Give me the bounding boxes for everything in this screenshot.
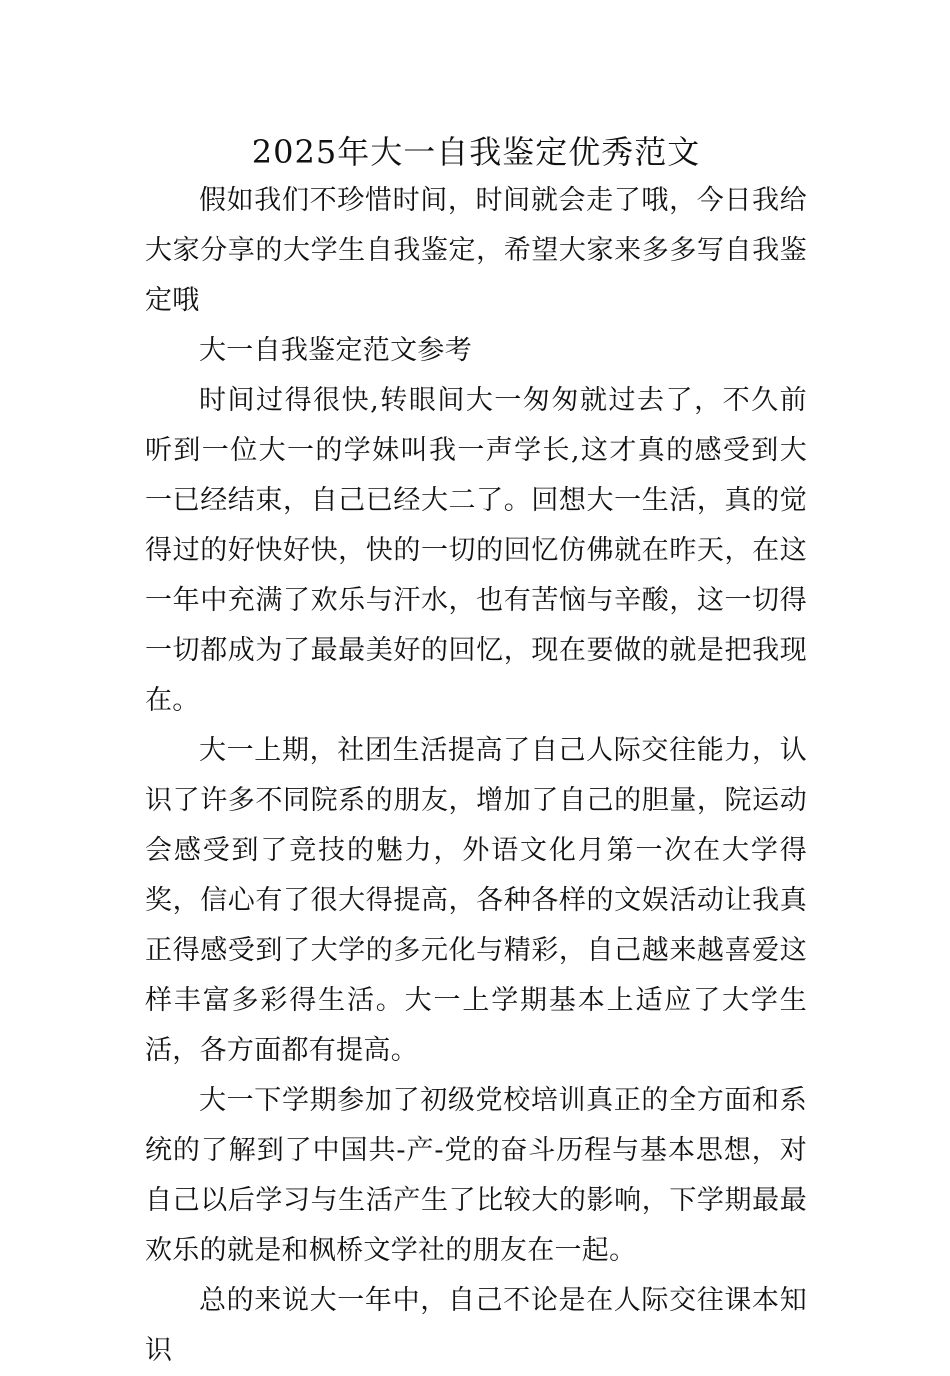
intro-paragraph: 假如我们不珍惜时间，时间就会走了哦，今日我给大家分享的大学生自我鉴定，希望大家来多多写自我鉴定哦 [145, 185, 807, 316]
document-page [145, 128, 807, 1376]
body-paragraph-2: 大一上期，社团生活提高了自己人际交往能力，认识了许多不同院系的朋友，增加了自己的胆量，院运动会感受到了竞技的魅力，外语文化月第一次在大学得奖，信心有了很大得提高，各种各样的文娱活动让我真正得感受到了大学的多元化与精彩，自己越来越喜爱这样丰富多彩得生活。大一上学期基本上适应了大学生活，各方面都有提高。 [145, 735, 807, 1066]
section-heading: 大一自我鉴定范文参考 [199, 335, 472, 366]
body-paragraph-1: 时间过得很快,转眼间大一匆匆就过去了，不久前听到一位大一的学妹叫我一声学长,这才真的感受到大一已经结束，自己已经大二了。回想大一生活，真的觉得过的好快好快，快的一切的回忆仿佛就在昨天，在这一年中充满了欢乐与汗水，也有苦恼与辛酸，这一切得一切都成为了最最美好的回忆，现在要做的就是把我现在。 [145, 385, 807, 716]
body-paragraph-3: 大一下学期参加了初级党校培训真正的全方面和系统的了解到了中国共-产-党的奋斗历程与基本思想，对自己以后学习与生活产生了比较大的影响，下学期最最欢乐的就是和枫桥文学社的朋友在一起。 [145, 1085, 807, 1266]
document-title: 2025年大一自我鉴定优秀范文 [251, 133, 701, 171]
document-body [145, 176, 807, 1376]
body-paragraph-4: 总的来说大一年中，自己不论是在人际交往课本知识 [145, 1285, 807, 1366]
